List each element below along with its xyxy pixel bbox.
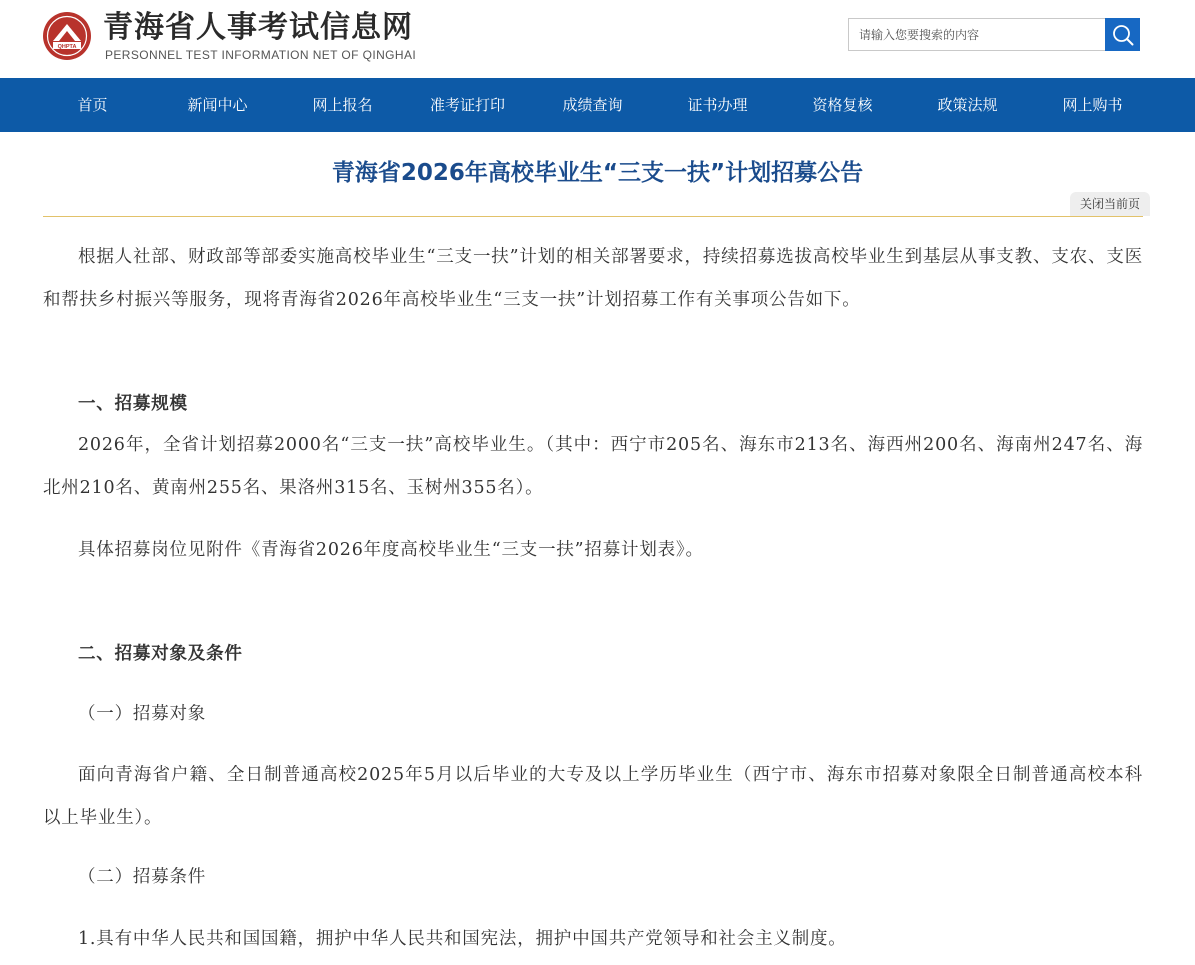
nav-item-buy-books[interactable]: 网上购书 <box>1062 96 1123 114</box>
search-input[interactable] <box>848 18 1106 51</box>
search-box <box>848 18 1140 51</box>
close-page-button[interactable]: 关闭当前页 <box>1070 192 1150 216</box>
nav-item-qualification-review[interactable]: 资格复核 <box>812 96 873 114</box>
paragraph-attachment: 具体招募岗位见附件《青海省2026年度高校毕业生“三支一扶”招募计划表》。 <box>78 540 704 560</box>
nav-item-admission-ticket[interactable]: 准考证打印 <box>429 96 505 114</box>
search-button[interactable] <box>1105 18 1140 51</box>
nav-item-certificate[interactable]: 证书办理 <box>687 96 748 114</box>
article-title: 青海省2026年高校毕业生“三支一扶”计划招募公告 <box>331 160 864 186</box>
section-heading-scale: 一、招募规模 <box>78 394 188 414</box>
site-name-english: PERSONNEL TEST INFORMATION NET OF QINGHAI <box>105 48 417 62</box>
main-nav <box>0 78 1195 132</box>
site-name[interactable]: 青海省人事考试信息网 <box>103 10 413 45</box>
paragraph-intro: 根据人社部、财政部等部委实施高校毕业生“三支一扶”计划的相关部署要求，持续招募选拔高校毕业生到基层从事支教、支农、支医和帮扶乡村振兴等服务，现将青海省2026年高校毕业生“三支一扶”计划招募工作有关事项公告如下。 <box>43 247 1143 310</box>
title-divider <box>43 216 1143 217</box>
logo-text: QHPTA <box>57 44 77 50</box>
subheading-target: （一）招募对象 <box>78 704 207 724</box>
paragraph-target: 面向青海省户籍、全日制普通高校2025年5月以后毕业的大专及以上学历毕业生（西宁市、海东市招募对象限全日制普通高校本科以上毕业生）。 <box>43 765 1143 828</box>
paragraph-condition-1: 1.具有中华人民共和国国籍，拥护中华人民共和国宪法，拥护中国共产党领导和社会主义制度。 <box>78 929 847 949</box>
nav-item-score-query[interactable]: 成绩查询 <box>562 96 623 114</box>
nav-item-registration[interactable]: 网上报名 <box>312 96 373 114</box>
subheading-conditions: （二）招募条件 <box>78 867 207 887</box>
section-heading-eligibility: 二、招募对象及条件 <box>78 644 243 664</box>
nav-item-policy[interactable]: 政策法规 <box>937 96 998 114</box>
search-icon <box>1111 23 1135 47</box>
site-logo-icon[interactable] <box>42 11 92 61</box>
paragraph-scale: 2026年，全省计划招募2000名“三支一扶”高校毕业生。（其中：西宁市205名、海东市213名、海西州200名、海南州247名、海北州210名、黄南州255名、果洛州315名、玉树州355名）。 <box>43 435 1143 498</box>
nav-item-home[interactable]: 首页 <box>77 96 108 114</box>
nav-item-news[interactable]: 新闻中心 <box>187 96 248 114</box>
site-header <box>0 0 1195 78</box>
